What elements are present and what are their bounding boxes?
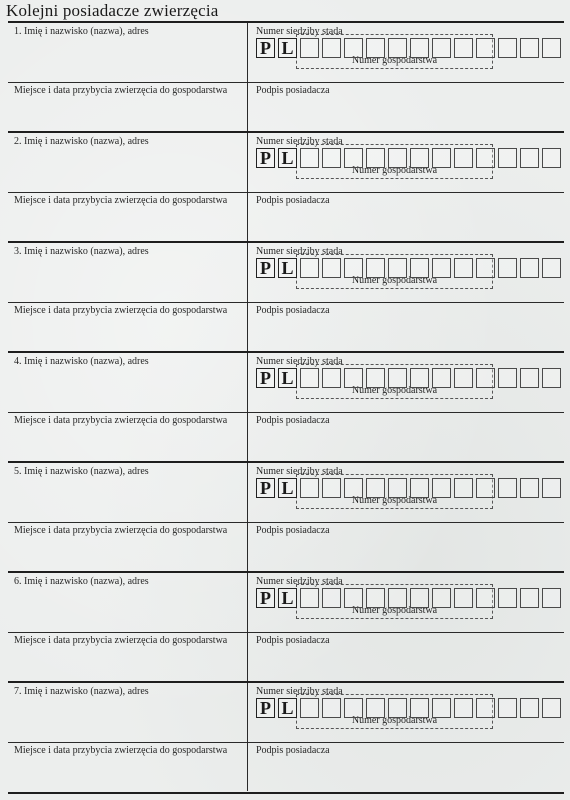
herd-number-digit-box[interactable] [432,368,451,388]
herd-number-digit-box[interactable] [388,478,407,498]
herd-number-digit-box[interactable] [520,698,539,718]
herd-number-digit-box[interactable] [432,38,451,58]
herd-number-digit-box[interactable] [366,148,385,168]
herd-number-digit-box[interactable] [344,148,363,168]
herd-number-digit-box[interactable] [476,698,495,718]
herd-number-digit-box[interactable] [366,478,385,498]
herd-number-digit-box[interactable] [498,38,517,58]
herd-number-digit-box[interactable] [454,258,473,278]
herd-number-label: Numer siedziby stada [256,466,343,477]
herd-number-digit-box[interactable] [520,148,539,168]
herd-number-digit-box[interactable] [322,368,341,388]
herd-number-digit-box[interactable] [542,698,561,718]
farm-number-label: Numer gospodarstwa [351,605,438,616]
herd-number-digit-box[interactable] [454,368,473,388]
owner-name-address-field[interactable]: 3. Imię i nazwisko (nazwa), adres [14,246,149,257]
herd-number-digit-box[interactable] [322,148,341,168]
owner-section [8,681,564,793]
herd-number-digit-box[interactable] [366,368,385,388]
herd-number-digit-box[interactable] [454,478,473,498]
arrival-place-date-field[interactable]: Miejsce i data przybycia zwierzęcia do gospodarstwa [14,85,228,96]
herd-number-digit-box[interactable] [322,588,341,608]
herd-number-digit-box[interactable] [498,368,517,388]
herd-number-digit-box[interactable] [344,258,363,278]
owner-section [8,131,564,243]
row-divider [8,632,564,633]
herd-number-digit-box[interactable] [300,258,319,278]
herd-number-digit-box[interactable] [322,478,341,498]
herd-number-digit-box[interactable] [300,478,319,498]
herd-number-digit-box[interactable] [476,258,495,278]
herd-number-digit-box[interactable] [300,38,319,58]
herd-number-digit-box[interactable] [410,478,429,498]
farm-number-label: Numer gospodarstwa [351,495,438,506]
herd-number-digit-box[interactable] [498,698,517,718]
farm-number-label: Numer gospodarstwa [351,55,438,66]
arrival-place-date-field[interactable]: Miejsce i data przybycia zwierzęcia do gospodarstwa [14,305,228,316]
owner-signature-field[interactable]: Podpis posiadacza [256,635,330,646]
arrival-place-date-field[interactable]: Miejsce i data przybycia zwierzęcia do gospodarstwa [14,635,228,646]
farm-number-label: Numer gospodarstwa [351,275,438,286]
herd-number-digit-box[interactable] [410,588,429,608]
row-divider [8,302,564,303]
herd-number-label: Numer siedziby stada [256,576,343,587]
row-divider [8,192,564,193]
herd-number-label: Numer siedziby stada [256,246,343,257]
herd-number-digit-box[interactable] [432,478,451,498]
herd-number-digit-box[interactable] [388,38,407,58]
owner-section [8,461,564,573]
herd-number-digit-box[interactable] [344,698,363,718]
column-divider [247,463,248,571]
herd-number-digit-box[interactable] [300,368,319,388]
arrival-place-date-field[interactable]: Miejsce i data przybycia zwierzęcia do gospodarstwa [14,415,228,426]
arrival-place-date-field[interactable]: Miejsce i data przybycia zwierzęcia do gospodarstwa [14,525,228,536]
herd-number-label: Numer siedziby stada [256,356,343,367]
herd-number-digit-box[interactable] [476,38,495,58]
country-code-cell: L [278,588,297,608]
owner-name-address-field[interactable]: 5. Imię i nazwisko (nazwa), adres [14,466,149,477]
herd-number-digit-box[interactable] [366,258,385,278]
herd-number-digit-box[interactable] [542,478,561,498]
country-code-cell: P [256,588,275,608]
owner-name-address-field[interactable]: 7. Imię i nazwisko (nazwa), adres [14,686,149,697]
farm-number-label: Numer gospodarstwa [351,385,438,396]
country-code-cell: L [278,478,297,498]
herd-number-digit-box[interactable] [476,588,495,608]
herd-number-digit-box[interactable] [498,258,517,278]
herd-number-digit-box[interactable] [366,38,385,58]
country-code-cell: L [278,148,297,168]
row-divider [8,742,564,743]
country-code-cell: P [256,698,275,718]
herd-number-digit-box[interactable] [388,588,407,608]
column-divider [247,243,248,351]
herd-number-digit-box[interactable] [388,698,407,718]
owner-signature-field[interactable]: Podpis posiadacza [256,415,330,426]
owner-signature-field[interactable]: Podpis posiadacza [256,305,330,316]
column-divider [247,683,248,791]
herd-number-digit-box[interactable] [542,148,561,168]
herd-number-digit-box[interactable] [388,148,407,168]
owner-name-address-field[interactable]: 4. Imię i nazwisko (nazwa), adres [14,356,149,367]
herd-number-digit-box[interactable] [388,258,407,278]
herd-number-digit-box[interactable] [542,588,561,608]
column-divider [247,133,248,241]
herd-number-digit-box[interactable] [432,588,451,608]
form-title: Kolejni posiadacze zwierzęcia [6,1,219,20]
herd-number-digit-box[interactable] [366,588,385,608]
row-divider [8,82,564,83]
owner-section [8,571,564,683]
herd-number-digit-box[interactable] [520,588,539,608]
country-code-cell: L [278,38,297,58]
herd-number-label: Numer siedziby stada [256,26,343,37]
herd-number-digit-box[interactable] [476,368,495,388]
country-code-cell: P [256,368,275,388]
herd-number-digit-box[interactable] [344,38,363,58]
herd-number-digit-box[interactable] [366,698,385,718]
herd-number-digit-box[interactable] [520,258,539,278]
column-divider [247,353,248,461]
herd-number-digit-box[interactable] [322,698,341,718]
row-divider [8,522,564,523]
herd-number-digit-box[interactable] [410,148,429,168]
herd-number-digit-box[interactable] [476,148,495,168]
arrival-place-date-field[interactable]: Miejsce i data przybycia zwierzęcia do gospodarstwa [14,195,228,206]
owner-section [8,21,564,133]
herd-number-digit-box[interactable] [344,478,363,498]
owner-section [8,241,564,353]
country-code-cell: P [256,38,275,58]
country-code-cell: P [256,258,275,278]
herd-number-digit-box[interactable] [410,38,429,58]
herd-number-digit-box[interactable] [520,478,539,498]
herd-number-digit-box[interactable] [454,38,473,58]
farm-number-label: Numer gospodarstwa [351,165,438,176]
bottom-border [8,792,564,794]
herd-number-digit-box[interactable] [542,38,561,58]
arrival-place-date-field[interactable]: Miejsce i data przybycia zwierzęcia do gospodarstwa [14,745,228,756]
herd-number-digit-box[interactable] [498,588,517,608]
herd-number-digit-box[interactable] [432,148,451,168]
herd-number-digit-box[interactable] [300,148,319,168]
herd-number-digit-box[interactable] [454,588,473,608]
country-code-cell: L [278,368,297,388]
herd-number-label: Numer siedziby stada [256,136,343,147]
owner-signature-field[interactable]: Podpis posiadacza [256,745,330,756]
herd-number-digit-box[interactable] [322,258,341,278]
herd-number-digit-box[interactable] [410,258,429,278]
herd-number-digit-box[interactable] [410,698,429,718]
herd-number-digit-box[interactable] [410,368,429,388]
herd-number-digit-box[interactable] [520,38,539,58]
herd-number-digit-box[interactable] [542,258,561,278]
country-code-cell: P [256,478,275,498]
country-code-cell: L [278,258,297,278]
herd-number-digit-box[interactable] [344,368,363,388]
row-divider [8,412,564,413]
owner-section [8,351,564,463]
country-code-cell: P [256,148,275,168]
country-code-cell: L [278,698,297,718]
herd-number-digit-box[interactable] [300,698,319,718]
owner-signature-field[interactable]: Podpis posiadacza [256,525,330,536]
owner-name-address-field[interactable]: 1. Imię i nazwisko (nazwa), adres [14,26,149,37]
herd-number-digit-box[interactable] [476,478,495,498]
herd-number-digit-box[interactable] [432,258,451,278]
farm-number-label: Numer gospodarstwa [351,715,438,726]
column-divider [247,23,248,131]
owner-name-address-field[interactable]: 2. Imię i nazwisko (nazwa), adres [14,136,149,147]
herd-number-digit-box[interactable] [432,698,451,718]
herd-number-digit-box[interactable] [520,368,539,388]
herd-number-digit-box[interactable] [322,38,341,58]
herd-number-digit-box[interactable] [498,148,517,168]
herd-number-digit-box[interactable] [344,588,363,608]
owner-signature-field[interactable]: Podpis posiadacza [256,195,330,206]
herd-number-digit-box[interactable] [498,478,517,498]
herd-number-digit-box[interactable] [454,698,473,718]
herd-number-digit-box[interactable] [300,588,319,608]
herd-number-digit-box[interactable] [542,368,561,388]
owner-name-address-field[interactable]: 6. Imię i nazwisko (nazwa), adres [14,576,149,587]
herd-number-label: Numer siedziby stada [256,686,343,697]
herd-number-digit-box[interactable] [454,148,473,168]
owner-signature-field[interactable]: Podpis posiadacza [256,85,330,96]
column-divider [247,573,248,681]
herd-number-digit-box[interactable] [388,368,407,388]
